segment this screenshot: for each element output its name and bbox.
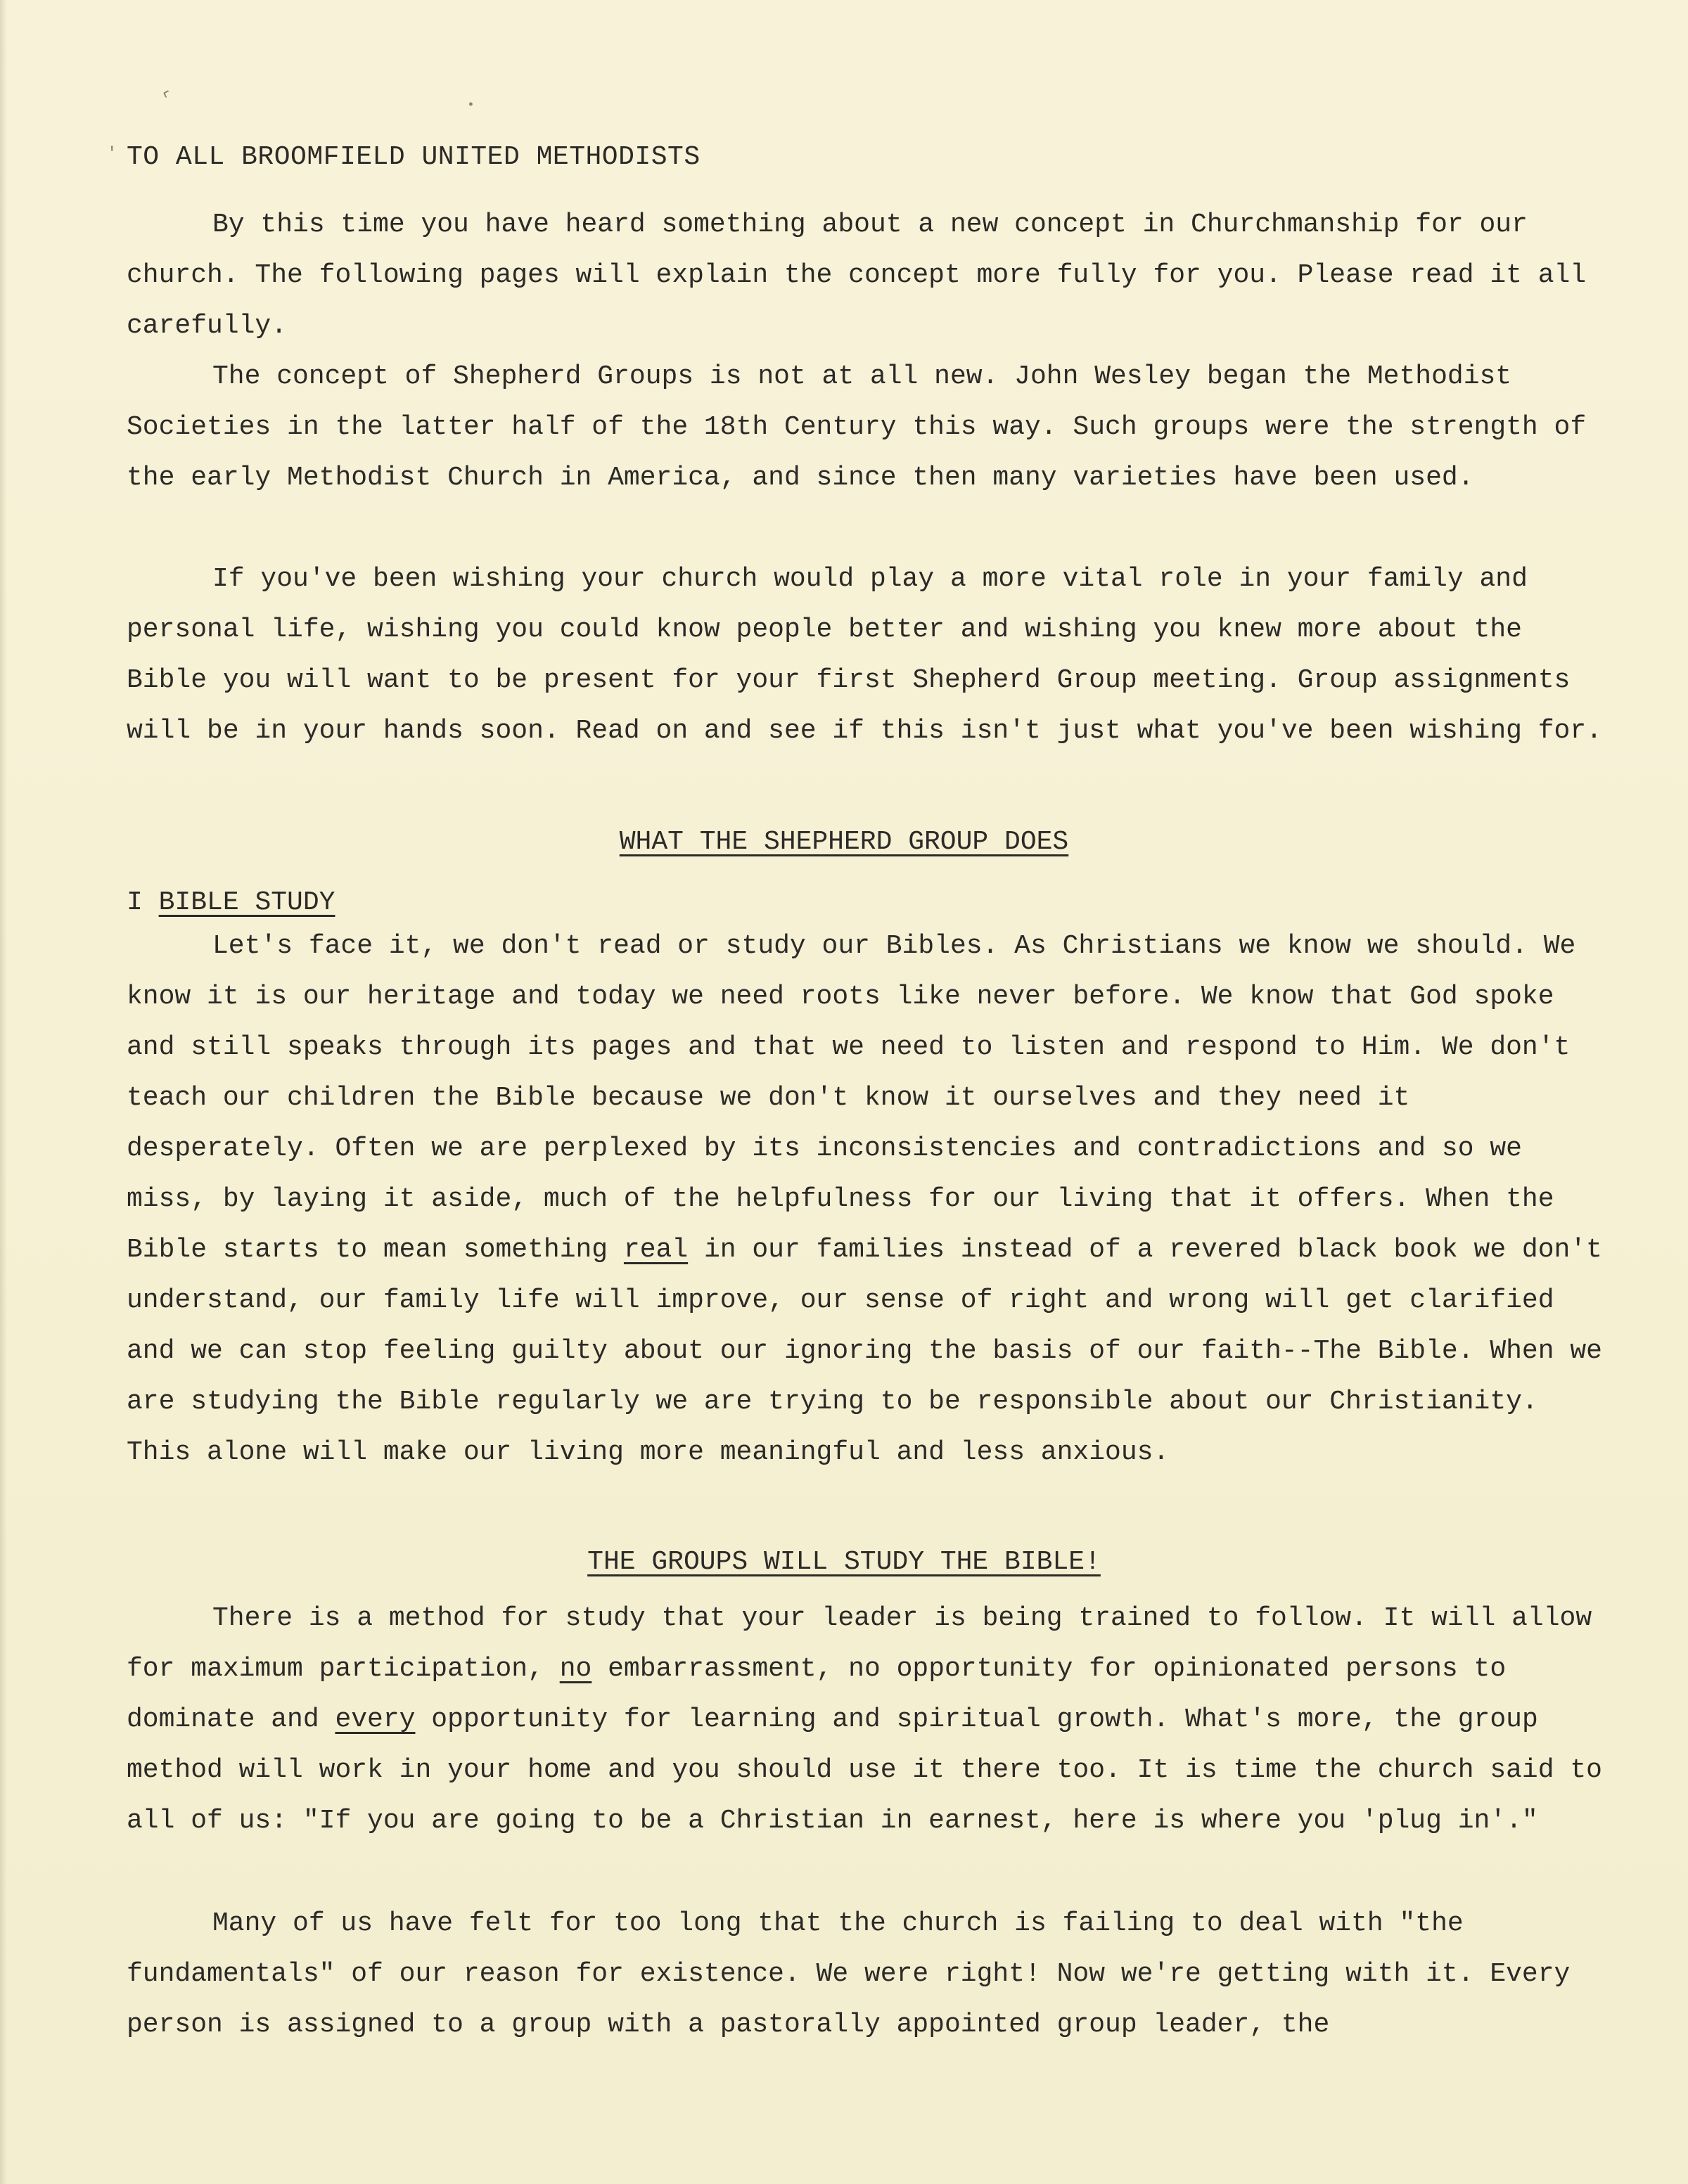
emphasis-every: every — [335, 1704, 416, 1735]
paper-speck: • — [467, 98, 475, 113]
intro-paragraph-3: If you've been wishing your church would play a more vital role in your family and personal life, wishing you could know people better and wishing you knew more about the Bible you will want to be present for your first Shepherd Group meeting. Group assignments will be in your hands soon. Read on and see if this isn't just what you've been wishing for. — [127, 564, 1602, 746]
emphasis-real: real — [623, 1235, 689, 1265]
document-heading: TO ALL BROOMFIELD UNITED METHODISTS — [127, 142, 701, 172]
subsection-heading — [127, 887, 335, 918]
intro-paragraph-1: By this time you have heard something about a new concept in Churchmanship for our church. The following pages will explain the concept more fully for you. Please read it all carefully. — [127, 210, 1587, 341]
paper-speck: ‹ — [157, 82, 175, 105]
intro-paragraph-2: The concept of Shepherd Groups is not at all new. John Wesley began the Methodist Societies in the latter half of the 18th Century this way. Such groups were the strength of the early Methodist Church in America, and since then many varieties have been used. — [127, 361, 1587, 493]
bible-study-text-2: in our families instead of a revered black book we don't understand, our family life will improve, our sense of right and wrong will get clarified and we can stop feeling guilty about our ignoring the basis of our faith--The Bible. When we are studying the Bible regularly we are trying to be responsible about our Christianity. This alone will make our living more meaningful and less anxious. — [127, 1235, 1602, 1467]
closing-paragraph: Many of us have felt for too long that the church is failing to deal with "the fundamentals" of our reason for existence. We were right! Now we're getting with it. Every person is assigned to a group with a pastorally appointed group leader, the — [127, 1908, 1571, 2040]
method-text-2: embarrassment, no opportunity for opinionated persons to dominate and — [127, 1654, 1507, 1735]
method-paragraph — [127, 1593, 1604, 1846]
bible-study-paragraph — [127, 921, 1604, 1478]
method-text-3: opportunity for learning and spiritual growth. What's more, the group method will work in your home and you should use it there too. It is time the church said to all of us: "If you are going to be a Christian in earnest, here is where you 'plug in'." — [127, 1704, 1602, 1836]
method-text-1: There is a method for study that your leader is being trained to follow. It will allow for maximum participation, — [127, 1603, 1592, 1684]
subsection-title: BIBLE STUDY — [158, 887, 335, 918]
study-heading — [0, 1547, 1688, 1577]
paper-speck: ' — [107, 145, 117, 164]
section-heading-text: WHAT THE SHEPHERD GROUP DOES — [619, 827, 1069, 857]
study-heading-text: THE GROUPS WILL STUDY THE BIBLE! — [587, 1547, 1101, 1577]
page-edge-shadow — [0, 0, 7, 2184]
bible-study-text-1: Let's face it, we don't read or study our Bibles. As Christians we know we should. We know it is our heritage and today we need roots like never before. We know that God spoke and still speaks through its pages and that we need to listen and respond to Him. We don't teach our children the Bible because we don't know it ourselves and they need it desperately. Often we are perplexed by its inconsistencies and contradictions and so we miss, by laying it aside, much of the helpfulness for our living that it offers. When the Bible starts to mean something — [127, 931, 1576, 1265]
emphasis-no: no — [559, 1654, 592, 1684]
subsection-number: I — [127, 887, 143, 918]
section-heading — [0, 827, 1688, 857]
